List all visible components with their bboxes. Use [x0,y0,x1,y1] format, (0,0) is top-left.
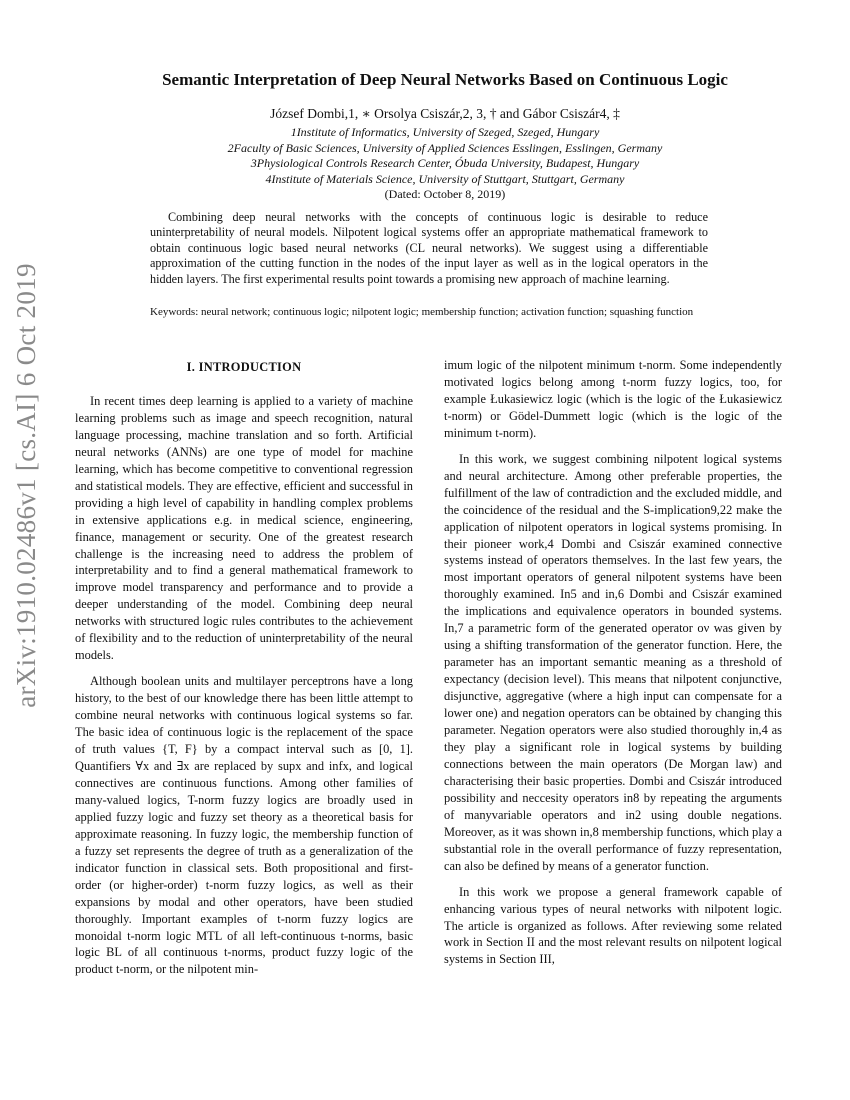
arxiv-stamp-text: arXiv:1910.02486v1 [cs.AI] 6 Oct 2019 [10,262,41,708]
abstract [150,210,708,287]
left-column [75,357,413,978]
intro-paragraph-2: Although boolean units and multilayer perceptrons have a long history, to the best of our knowledge there has been little attempt to combine neural networks with continuous logical systems so far. The basic idea of continuous logic is the replacement of the space of truth values {T, F} by a compact interval such as [0, 1]. Quantifiers ∀x and ∃x are replaced by supx and infx, and logical connectives are continuous functions. Among other families of many-valued logics, T-norm fuzzy logics are broadly used in applied fuzzy logic and fuzzy set theory as a theoretical basis for approximate reasoning. In fuzzy logic, the membership function of a fuzzy set represents the degree of truth as a generalization of the indicator function in classical sets. Both propositional and first-order (or higher-order) t-norm fuzzy logics, as well as their expansions by modal and other operators, have been studied thoroughly. Important examples of t-norm fuzzy logics are monoidal t-norm logic MTL of all left-continuous t-norms, basic logic BL of all continuous t-norms, product fuzzy logic of the product t-norm, or the nilpotent min- [75,674,413,977]
intro-paragraph-3: imum logic of the nilpotent minimum t-norm. Some independently motivated logics belong among t-norm fuzzy logics, too, for example Łukasiewicz logic (which is the logic of the Łukasiewicz t-norm) or Gödel-Dummett logic (which is the logic of the minimum t-norm). [444,358,782,440]
right-column [444,357,782,968]
section-heading-introduction: I. INTRODUCTION [186,360,302,374]
affiliation-3: 3Physiological Controls Research Center, Óbuda University, Budapest, Hungary [250,156,640,170]
arxiv-identifier-stamp [6,262,46,708]
affiliation-4: 4Institute of Materials Science, University of Stuttgart, Stuttgart, Germany [265,171,625,186]
intro-paragraph-1: In recent times deep learning is applied to a variety of machine learning problems such as image and speech recognition, natural language processing, machine translation and so forth. Artificial neural networks (ANNs) are one type of model for machine learning, which has become competitive to conventional regression and statistical models. They are effective, efficient and successful in providing a high level of capability in handling complex problems in extensive applications e.g. in medical science, engineering, finance, management or security. One of the greatest research challenge is the increasing need to address the problem of interpretability and to find a general mathematical framework to improve model transparency and performance and to provide a deeper understanding of the model. Combining deep neural networks with structured logic rules contributes to the achievement of flexibility and to the reduction of uninterpretability of the neural models. [75,393,413,663]
keywords: Keywords: neural network; continuous logic; nilpotent logic; membership function; activation function; squashing function [150,306,694,318]
author-list: József Dombi,1, ∗ Orsolya Csiszár,2, 3, † and Gábor Csiszár4, ‡ [270,106,620,121]
affiliation-1: 1Institute of Informatics, University of Szeged, Szeged, Hungary [290,125,600,139]
paper-title: Semantic Interpretation of Deep Neural Networks Based on Continuous Logic [162,70,728,89]
intro-paragraph-4: In this work, we suggest combining nilpotent logical systems and neural architecture. Among other preferable properties, the fulfillment of the law of contradiction and the excluded middle, and the coincidence of the residual and the S-implication9,22 make the application of nilpotent operators in logical systems promising. In their pioneer work,4 Dombi and Csiszár examined connective systems instead of operators themselves. In the last few years, the most important operators of general nilpotent systems have been thoroughly examined. In5 and in,6 Dombi and Csiszár examined the implications and equivalence operators in bounded systems. In,7 a parametric form of the generated operator oν was given by using a shifting transformation of the generator function. Here, the parameter has an important semantic meaning as a threshold of expectancy (decision level). This means that nilpotent conjunctive, disjunctive, aggregative (where a high input can compensate for a lower one) and negation operators can be obtained by changing this parameter. Negation operators were also studied thoroughly in,4 as they play a significant role in logical systems by building connections between the main operators (De Morgan law) and characterising their basic properties. Dombi and Csiszár introduced possibility and neccesity operators in8 by repeating the arguments of manyvariable operators and in2 using double negations. Moreover, as it was shown in,8 membership functions, which play a substantial role in the overall performance of fuzzy representation, can also be defined by means of a generator function. [444,451,782,873]
intro-paragraph-5: In this work we propose a general framework capable of enhancing various types of neural networks with nilpotent logic. The article is organized as follows. After reviewing some related work in Section II and the most relevant results on nilpotent logical systems in Section III, [444,884,782,967]
affiliation-2: 2Faculty of Basic Sciences, University of Applied Sciences Esslingen, Esslingen, Germany [227,140,663,155]
abstract-text: Combining deep neural networks with the concepts of continuous logic is desirable to reduce uninterpretability of neural models. Nilpotent logical systems offer an appropriate mathematical framework to obtain continuous logic based neural networks (CL neural networks). We suggest using a differentiable approximation of the cutting function in the nodes of the input layer as well as in the logical operators in the hidden layers. The first experimental results point towards a promising new approach of machine learning. [150,210,708,286]
dated-line: (Dated: October 8, 2019) [384,187,506,201]
affiliations [60,125,830,203]
